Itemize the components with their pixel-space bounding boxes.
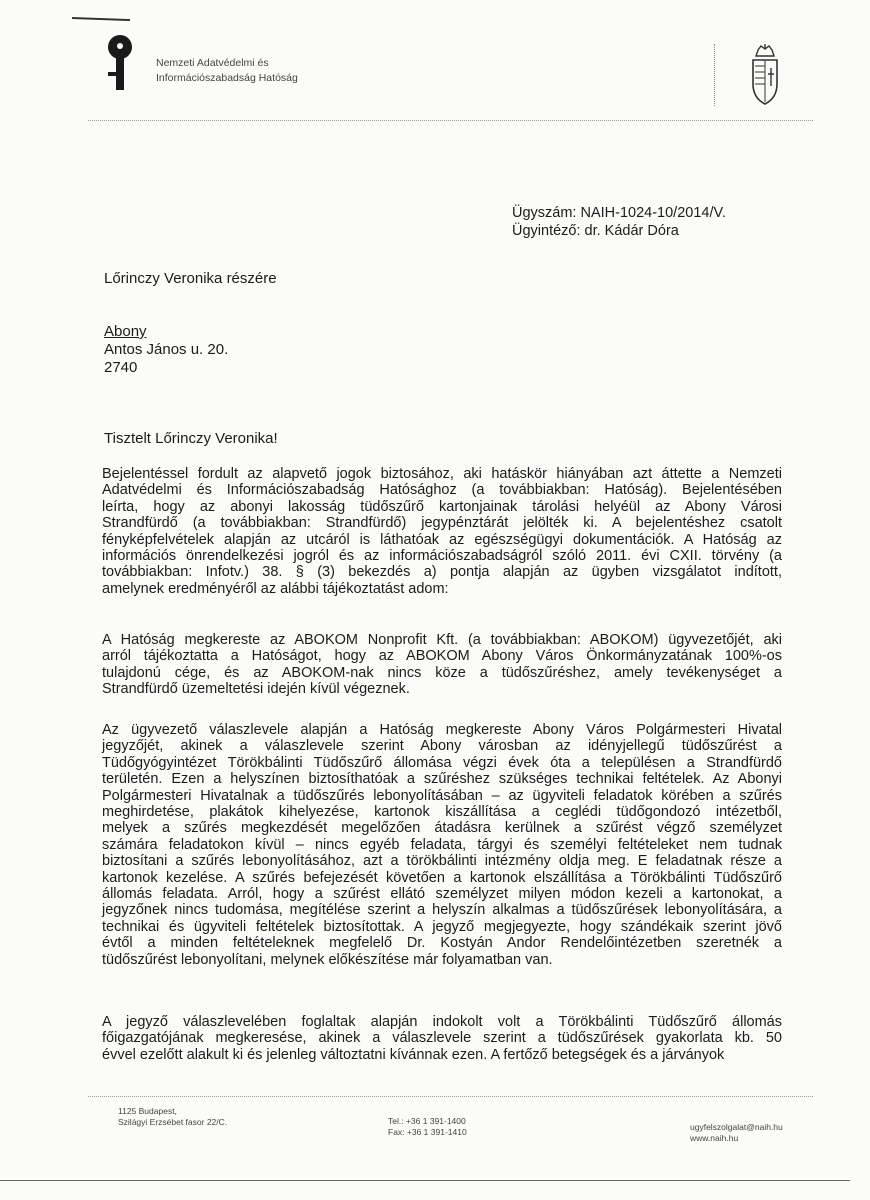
keyhole-logo-icon <box>106 34 134 92</box>
greeting: Tisztelt Lőrinczy Veronika! <box>104 430 278 447</box>
paragraph-line: Tüdőgyógyintézet Törökbálinti Tüdőszűrő állomása végzi évek óta a településen a Strandfürdő <box>102 754 782 771</box>
header-separator <box>88 120 813 121</box>
paragraph-1 <box>102 466 782 597</box>
paragraph-line: biztosítani a szűrés lebonyolításához, azt a törökbálinti intézmény oldja meg. E feladatnak része a <box>102 853 782 870</box>
org-name-line1: Nemzeti Adatvédelmi és <box>156 57 269 69</box>
paragraph-line: amelynek eredményéről az alábbi tájékoztatást adom: <box>102 580 449 597</box>
paragraph-line: Polgármesteri Hivatalnak a tüdőszűrés lebonyolításában – az ügyviteli feladatok körében a szűrés <box>102 787 782 804</box>
footer-email: ugyfelszolgalat@naih.hu <box>690 1122 783 1132</box>
footer-web: www.naih.hu <box>690 1133 739 1143</box>
paragraph-line: évtől a minden feltételeknek megfelelő Dr. Kostyán Andor Rendelőintézetben szeretnék a <box>102 935 782 952</box>
paragraph-line: jegyzőjét, akinek a válaszlevele szerint Abony városban az idényjellegű tüdőszűrést a <box>102 738 782 755</box>
recipient-zip: 2740 <box>104 359 138 376</box>
paragraph-4 <box>102 1014 782 1063</box>
footer-phone <box>388 1116 467 1138</box>
paragraph-line: évvel ezelőtt alakult ki és jelenleg változtatni kívánnak ezen. A fertőző betegségek és a járványok <box>102 1046 725 1063</box>
paragraph-line: továbbiakban: Infotv.) 38. § (3) bekezdés a) pontja alapján az ügyben vizsgálatot indított, <box>102 564 782 581</box>
paragraph-line: A Hatóság megkereste az ABOKOM Nonprofit Kft. (a továbbiakban: ABOKOM) ügyvezetőjét, aki <box>102 632 782 648</box>
paragraph-line: fényképfelvételek alapján az utcáról is láthatóak az egészségügyi dokumentációk. A Hatóság az <box>102 531 782 548</box>
recipient-street: Antos János u. 20. <box>104 341 229 358</box>
case-number: Ügyszám: NAIH-1024-10/2014/V. <box>512 205 726 221</box>
paragraph-line: Strandfürdő üzemeltetési idején kívül végeznek. <box>102 681 410 698</box>
paragraph-2 <box>102 632 782 698</box>
coat-of-arms-icon <box>748 44 782 106</box>
paragraph-line: meghirdetése, plakátok kihelyezése, kartonok kiszállítása a ceglédi tüdőgondozó intézetből, <box>102 804 782 821</box>
footer-tel: Tel.: +36 1 391-1400 <box>388 1116 466 1126</box>
paragraph-line: Bejelentéssel fordult az alapvető jogok biztosához, aki hatáskör hiányában azt áttette a Nemzeti <box>102 466 782 482</box>
logo-stroke <box>72 17 130 21</box>
org-name <box>156 56 298 86</box>
header-divider <box>714 44 715 106</box>
paragraph-line: technikai és ügyviteli feltételek biztosítottak. A jegyző megjegyezte, hogy szándékaik szerint jövő <box>102 918 782 935</box>
org-name-line2: Információszabadság Hatóság <box>156 72 298 84</box>
footer-fax: Fax: +36 1 391-1410 <box>388 1127 467 1137</box>
reference-block <box>512 204 726 240</box>
case-officer: Ügyintéző: dr. Kádár Dóra <box>512 223 679 239</box>
paragraph-line: arról tájékoztatta a Hatóságot, hogy az ABOKOM Abony Város Önkormányzatának 100%-os <box>102 648 782 665</box>
paragraph-line: melyek a szűrés megkezdését megelőzően átadásra kerülnek a szűrést végző személyzet <box>102 820 782 837</box>
paragraph-line: jegyzőnek nincs tudomása, megítélése szerint a helyszín alkalmas a tüdőszűrések lebonyolítására, a <box>102 902 782 919</box>
recipient-city: Abony <box>104 323 147 340</box>
footer-separator <box>88 1096 813 1097</box>
recipient-name: Lőrinczy Veronika részére <box>104 270 277 287</box>
footer-address-line2: Szilágyi Erzsébet fasor 22/C. <box>118 1117 228 1127</box>
paragraph-line: számára feladatokon kívül – nincs egyéb feladata, tárgyi és személyi feltételeket nem tudnak <box>102 836 782 853</box>
paragraph-line: leírta, hogy az abonyi lakosság tüdőszűrő kartonjainak tárolási helyéül az Abony Városi <box>102 498 782 515</box>
footer-contact <box>690 1122 783 1144</box>
paragraph-line: Adatvédelmi és Információszabadság Hatósághoz (a továbbiakban: Hatóság). Bejelentésében <box>102 482 782 499</box>
paragraph-line: Strandfürdő (a továbbiakban: Strandfürdő) jegypénztárát jelölték ki. A bejelentéshez csatolt <box>102 515 782 532</box>
paragraph-line: információs önrendelkezési jogról és az információszabadságról szóló 2011. évi CXII. törvény (a <box>102 548 782 565</box>
paragraph-line: állomás feladata. Arról, hogy a szűrést ellátó személyzet milyen módon kezeli a kartonokat, a <box>102 886 782 903</box>
paragraph-line: területén. Ezen a helyszínen biztosíthatóak a szűréshez szükséges technikai feltételek. Az Abonyi <box>102 771 782 788</box>
footer-address-line1: 1125 Budapest, <box>118 1106 177 1116</box>
recipient-address <box>104 323 228 377</box>
paragraph-line: A jegyző válaszlevelében foglaltak alapján indokolt volt a Törökbálinti Tüdőszűrő állomás <box>102 1014 782 1030</box>
paragraph-line: tulajdonú cége, és az ABOKOM-nak nincs köze a tüdőszűréshez, amely tevékenységet a <box>102 664 782 681</box>
paragraph-line: Az ügyvezető válaszlevele alapján a Hatóság megkereste Abony Város Polgármesteri Hivatal <box>102 722 782 738</box>
paragraph-3 <box>102 722 782 968</box>
paragraph-line: kartonok kezelése. A szűrés befejezését követően a kartonok elszállítása a Törökbálinti Tüdőszűrő <box>102 869 782 886</box>
paragraph-line: tüdőszűrést lebonyolítani, melynek előkészítése már folyamatban van. <box>102 951 553 968</box>
page-bottom-line <box>0 1180 850 1181</box>
footer-address <box>118 1106 227 1128</box>
paragraph-line: főigazgatójának megkeresése, akinek a válaszlevele szerint a tüdőszűrések gyakorlata kb. 50 <box>102 1030 782 1047</box>
